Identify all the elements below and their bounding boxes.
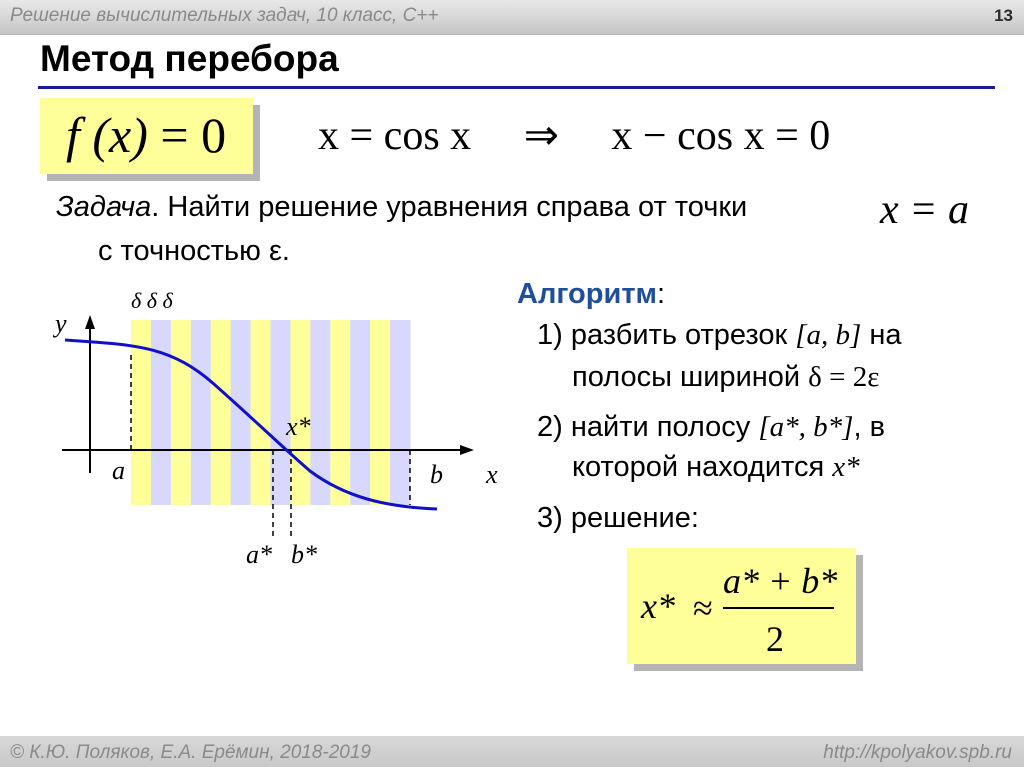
task-text [56, 191, 747, 224]
stripe [330, 320, 350, 505]
step-1-text: разбить отрезок [570, 319, 788, 351]
b-label: b [430, 460, 443, 489]
formula-box [40, 98, 253, 174]
step-2-tail: , в [853, 411, 885, 443]
step-2 [537, 411, 885, 444]
a-label: a [112, 456, 125, 485]
solution-denominator: 2 [766, 619, 784, 659]
algorithm-heading [517, 278, 665, 311]
bstar-label: b* [291, 540, 317, 569]
solution-numerator: a* + b* [723, 561, 838, 601]
solution-approx: ≈ [693, 588, 713, 628]
slide-number: 13 [994, 6, 1013, 25]
y-axis-label: y [55, 309, 67, 338]
footer-url[interactable]: http://kpolyakov.spb.ru [823, 742, 1012, 763]
task-line2: с точностью ε. [98, 235, 290, 267]
stripe [211, 320, 231, 505]
step-3-text: решение: [570, 502, 699, 534]
step-1-line2 [572, 361, 879, 394]
delta-labels: δ δ δ [131, 288, 173, 313]
solution-formula [627, 548, 856, 664]
stripes-group [131, 320, 411, 505]
step-1-tail: на [861, 319, 902, 351]
step-2-math: [a*, b*] [758, 411, 854, 443]
step-2-math2: x* [832, 451, 860, 483]
equation-right: x − cos x = 0 [611, 113, 831, 159]
step-1-math: [a, b] [795, 319, 862, 351]
y-axis-arrow [85, 315, 95, 329]
task-label: Задача [56, 191, 152, 223]
algorithm-title: Алгоритм [517, 278, 657, 310]
task-point: x = a [880, 187, 969, 233]
step-3-number: 3) [537, 502, 563, 534]
stripe [171, 320, 191, 505]
step-1-text2: полосы шириной [572, 361, 801, 393]
course-title: Решение вычислительных задач, 10 класс, С++ [10, 5, 439, 26]
x-axis-label: x [486, 460, 498, 489]
astar-label: a* [246, 540, 272, 569]
solution-lhs: x* [641, 586, 675, 626]
step-2-text: найти полосу [570, 411, 751, 443]
step-1 [537, 319, 902, 352]
formula-main [66, 106, 226, 164]
stripe [231, 320, 251, 505]
xstar-label: x* [286, 412, 311, 441]
equation-left: x = cos x [318, 113, 472, 159]
stripe [191, 320, 211, 505]
page-title: Метод перебора [40, 38, 339, 79]
task-body: . Найти решение уравнения справа от точки [151, 191, 748, 223]
step-1-number: 1) [537, 319, 563, 351]
stripe [151, 320, 171, 505]
algorithm-colon: : [656, 278, 666, 310]
title-underline [38, 86, 995, 89]
stripe [350, 320, 370, 505]
footer-authors: © К.Ю. Поляков, Е.А. Ерёмин, 2018-2019 [10, 742, 371, 763]
implies-arrow: ⇒ [523, 113, 559, 159]
x-axis-arrow [460, 445, 474, 455]
stripe [251, 320, 271, 505]
stripe-graph [40, 285, 510, 585]
equation-transform [318, 110, 830, 160]
step-2-line2 [572, 451, 860, 484]
step-2-number: 2) [537, 411, 563, 443]
stripe [390, 320, 410, 505]
step-1-math2: δ = 2ε [808, 361, 880, 393]
solution-box [627, 548, 856, 664]
formula-rhs: 0 [201, 107, 227, 163]
formula-lhs: f (x) [66, 107, 148, 163]
step-3 [537, 502, 699, 535]
step-2-text2: которой находится [572, 451, 825, 483]
stripe [370, 320, 390, 505]
formula-eq: = [160, 107, 189, 163]
